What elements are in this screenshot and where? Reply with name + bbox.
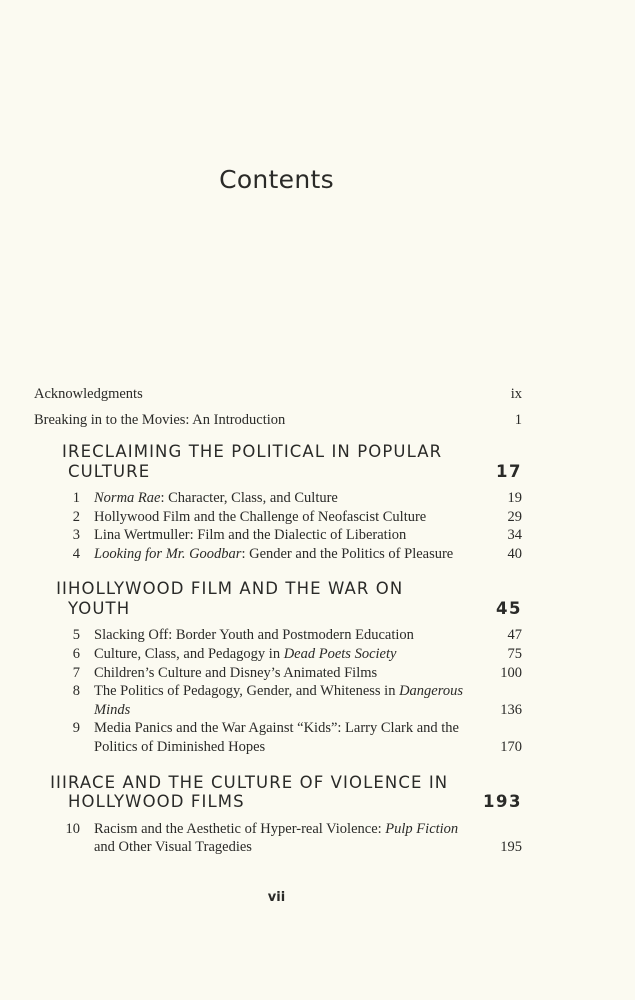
chapter-title: Racism and the Aesthetic of Hyper-real Violence: Pulp Fiction and Other Visual Tragedies	[94, 820, 459, 856]
chapter-entry	[34, 489, 522, 508]
part-page: 193	[483, 792, 522, 812]
chapter-page: 29	[507, 508, 522, 525]
chapter-entry	[34, 682, 522, 719]
chapter-page: 136	[500, 701, 522, 718]
part-page: 45	[496, 598, 522, 618]
chapter-title: Hollywood Film and the Challenge of Neofascist Culture	[94, 508, 427, 525]
chapter-entry	[34, 545, 522, 564]
toc-entry-page: 1	[514, 412, 522, 428]
chapter-number: 1	[72, 490, 80, 506]
chapter-list-part-1	[34, 489, 522, 563]
chapter-number: 6	[72, 645, 80, 662]
chapter-page: 40	[507, 545, 522, 562]
chapter-number: 2	[72, 508, 80, 525]
part-heading-1	[34, 442, 522, 481]
chapter-number: 5	[72, 627, 80, 644]
toc-entry-introduction	[34, 410, 522, 436]
chapter-title: Norma Rae: Character, Class, and Culture	[94, 490, 338, 506]
chapter-title: Lina Wertmuller: Film and the Dialectic of Liberation	[94, 527, 407, 544]
chapter-entry	[34, 645, 522, 664]
chapter-page: 100	[500, 664, 522, 681]
chapter-page: 195	[500, 839, 522, 856]
toc-entry-title: Breaking in to the Movies: An Introduction	[34, 412, 286, 428]
chapter-title: Media Panics and the War Against “Kids”: Larry Clark and the Politics of Diminished Hopes	[94, 720, 459, 755]
table-of-contents	[34, 384, 522, 857]
toc-entry-acknowledgments	[34, 384, 522, 410]
part-heading-3	[34, 773, 522, 812]
chapter-title: The Politics of Pedagogy, Gender, and Whiteness in Dangerous Minds	[94, 683, 463, 718]
chapter-page: 19	[507, 490, 522, 506]
page-number: vii	[267, 890, 286, 905]
chapter-entry	[34, 719, 522, 756]
chapter-entry	[34, 626, 522, 645]
chapter-number: 10	[65, 820, 80, 837]
chapter-entry	[34, 664, 522, 683]
chapter-number: 8	[72, 683, 80, 700]
toc-entry-page: ix	[510, 386, 522, 402]
chapter-page: 75	[507, 645, 522, 662]
part-title: RACE AND THE CULTURE OF VIOLENCE IN HOLLYWOOD FILMS	[68, 772, 449, 812]
part-heading-2	[34, 579, 522, 618]
chapter-title: Children’s Culture and Disney’s Animated Films	[94, 664, 378, 681]
chapter-entry	[34, 508, 522, 527]
chapter-list-part-3	[34, 820, 522, 857]
chapter-page: 170	[500, 738, 522, 755]
chapter-number: 9	[72, 720, 80, 737]
part-number: III	[50, 772, 68, 792]
chapter-number: 3	[72, 527, 80, 544]
toc-entry-title: Acknowledgments	[34, 386, 143, 402]
chapter-page: 47	[507, 627, 522, 644]
part-title: HOLLYWOOD FILM AND THE WAR ON YOUTH	[68, 579, 404, 618]
chapter-entry	[34, 526, 522, 545]
part-title: RECLAIMING THE POLITICAL IN POPULAR CULTURE	[68, 442, 443, 481]
part-number: II	[56, 579, 68, 599]
chapter-number: 7	[72, 664, 80, 681]
page-title: Contents	[219, 165, 334, 194]
chapter-list-part-2	[34, 626, 522, 756]
chapter-title: Culture, Class, and Pedagogy in Dead Poets Society	[94, 645, 397, 662]
chapter-number: 4	[72, 545, 80, 562]
chapter-entry	[34, 820, 522, 857]
chapter-title: Slacking Off: Border Youth and Postmodern Education	[94, 627, 414, 644]
part-page: 17	[496, 461, 522, 481]
chapter-page: 34	[507, 527, 522, 544]
part-number: I	[62, 442, 68, 461]
chapter-title: Looking for Mr. Goodbar: Gender and the Politics of Pleasure	[94, 545, 454, 562]
